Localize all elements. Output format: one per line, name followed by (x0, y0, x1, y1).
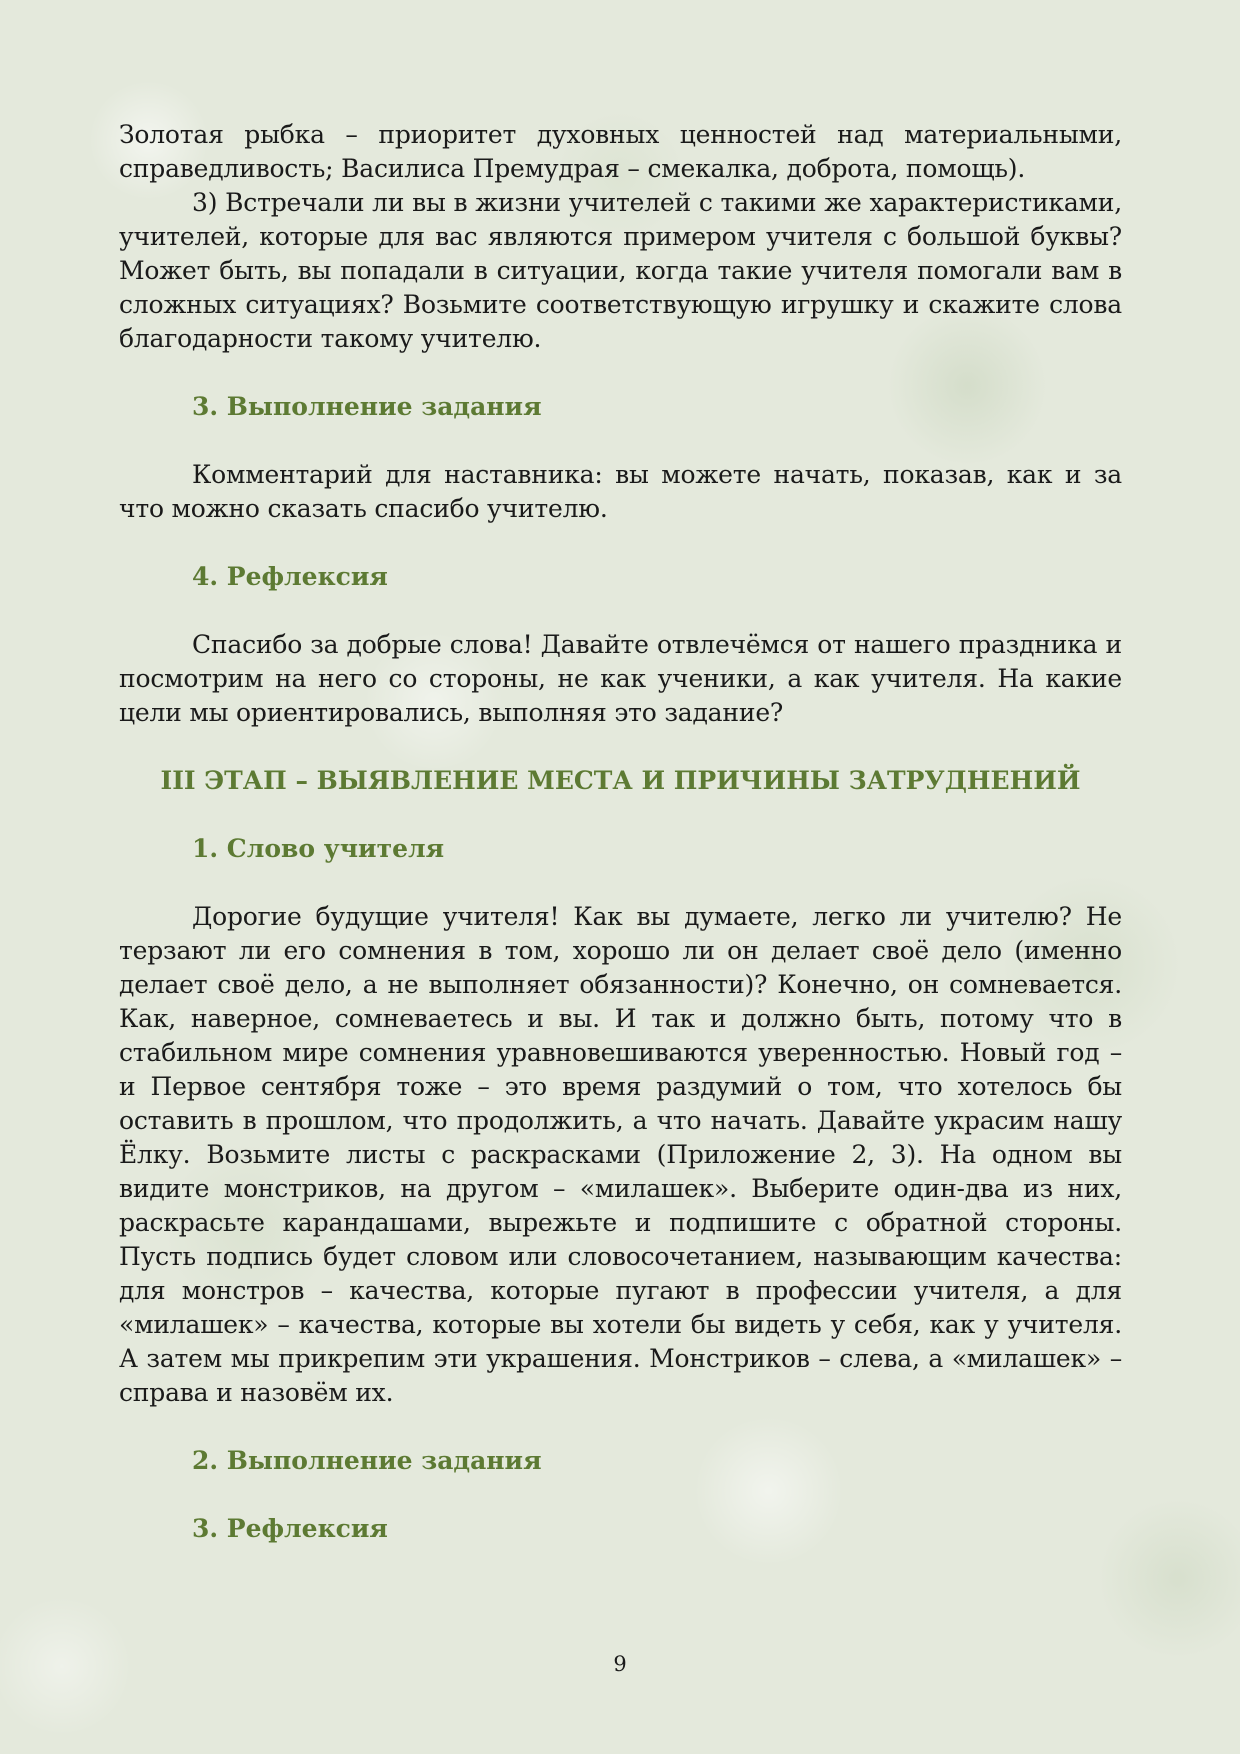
page-content (119, 118, 1122, 1546)
spacer (119, 526, 1122, 560)
spacer (119, 424, 1122, 458)
stage-title: III ЭТАП – ВЫЯВЛЕНИЕ МЕСТА И ПРИЧИНЫ ЗАТРУДНЕНИЙ (160, 766, 1081, 795)
heading-reflection-2: 3. Рефлексия (192, 1514, 388, 1543)
heading-task-execution: 3. Выполнение задания (192, 392, 542, 421)
spacer (119, 866, 1122, 900)
paragraph-fairy-tale-values: Золотая рыбка – приоритет духовных ценностей над материальными, справедливость; Василиса Премудрая – смекалка, доброта, помощь). (119, 120, 1122, 183)
paragraph-teacher-question: 3) Встречали ли вы в жизни учителей с такими же характеристиками, учителей, которые для вас являются примером учителя с большой буквы? Может быть, вы попадали в ситуации, когда такие учителя помогали вам в сложных ситуациях? Возьмите соответствующую игрушку и скажите слова благодарности такому учителю. (119, 188, 1122, 353)
paragraph-future-teachers: Дорогие будущие учителя! Как вы думаете, легко ли учителю? Не терзают ли его сомнения в том, хорошо ли он делает своё дело (именно делает своё дело, а не выполняет обязанности)? Конечно, он сомневается. Как, наверное, сомневаетесь и вы. И так и должно быть, потому что в стабильном мире сомнения уравновешиваются уверенностью. Новый год – и Первое сентября тоже – это время раздумий о том, что хотелось бы оставить в прошлом, что продолжить, а что начать. Давайте украсим нашу Ёлку. Возьмите листы с раскрасками (Приложение 2, 3). На одном вы видите монстриков, на другом – «милашек». Выберите один-два из них, раскрасьте карандашами, вырежьте и подпишите с обратной стороны. Пусть подпись будет словом или словосочетанием, называющим качества: для монстров – качества, которые пугают в профессии учителя, а для «милашек» – качества, которые вы хотели бы видеть у себя, как у учителя. А затем мы прикрепим эти украшения. Монстриков – слева, а «милашек» – справа и назовём их. (119, 902, 1122, 1407)
heading-reflection: 4. Рефлексия (192, 562, 388, 591)
spacer (119, 1410, 1122, 1444)
spacer (119, 1478, 1122, 1512)
paragraph-thanks: Спасибо за добрые слова! Давайте отвлечёмся от нашего праздника и посмотрим на него со стороны, не как ученики, а как учителя. На какие цели мы ориентировались, выполняя это задание? (119, 630, 1122, 727)
spacer (119, 594, 1122, 628)
heading-teacher-word: 1. Слово учителя (192, 834, 445, 863)
heading-task-execution-2: 2. Выполнение задания (192, 1446, 542, 1475)
paragraph-mentor-comment: Комментарий для наставника: вы можете начать, показав, как и за что можно сказать спасибо учителю. (119, 460, 1122, 523)
spacer (119, 730, 1122, 764)
page-number: 9 (613, 1652, 627, 1676)
spacer (119, 798, 1122, 832)
spacer (119, 356, 1122, 390)
